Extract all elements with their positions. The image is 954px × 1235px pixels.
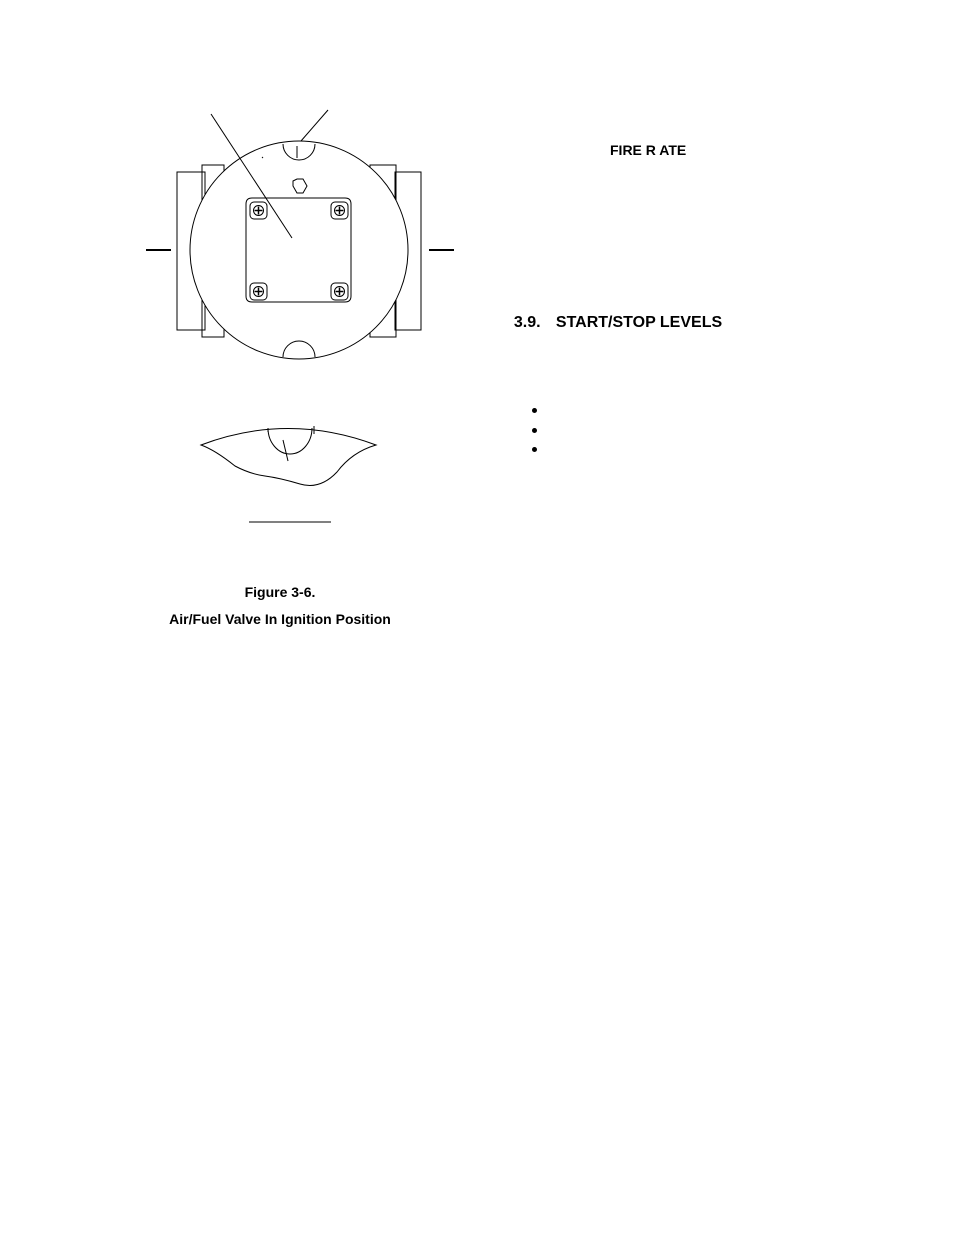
screw-bottom-right bbox=[331, 283, 348, 300]
small-tick bbox=[262, 157, 263, 158]
cutaway-detail bbox=[201, 426, 376, 522]
figure-title: Air/Fuel Valve In Ignition Position bbox=[169, 611, 391, 627]
list-item bbox=[532, 422, 537, 442]
figure-number: Figure 3-6. bbox=[244, 584, 316, 600]
cutaway-outline bbox=[201, 429, 376, 486]
bullet-dot bbox=[532, 408, 537, 413]
list-item bbox=[532, 402, 537, 422]
cutaway-pointer bbox=[283, 440, 288, 461]
bullet-dot bbox=[532, 447, 537, 452]
screw-top-right bbox=[331, 202, 348, 219]
cutaway-notch bbox=[268, 428, 312, 454]
list-item bbox=[532, 441, 537, 461]
screw-bottom-left bbox=[250, 283, 267, 300]
bullet-list bbox=[532, 402, 537, 461]
leader-line-right bbox=[301, 110, 328, 141]
valve-body-circle bbox=[190, 141, 408, 359]
section-title: START/STOP LEVELS bbox=[555, 314, 723, 331]
section-heading bbox=[505, 296, 722, 332]
section-number: 3.9. bbox=[513, 314, 541, 331]
fire-rate-label: FIRE R ATE bbox=[610, 142, 687, 158]
bullet-dot bbox=[532, 428, 537, 433]
screw-top-left bbox=[250, 202, 267, 219]
